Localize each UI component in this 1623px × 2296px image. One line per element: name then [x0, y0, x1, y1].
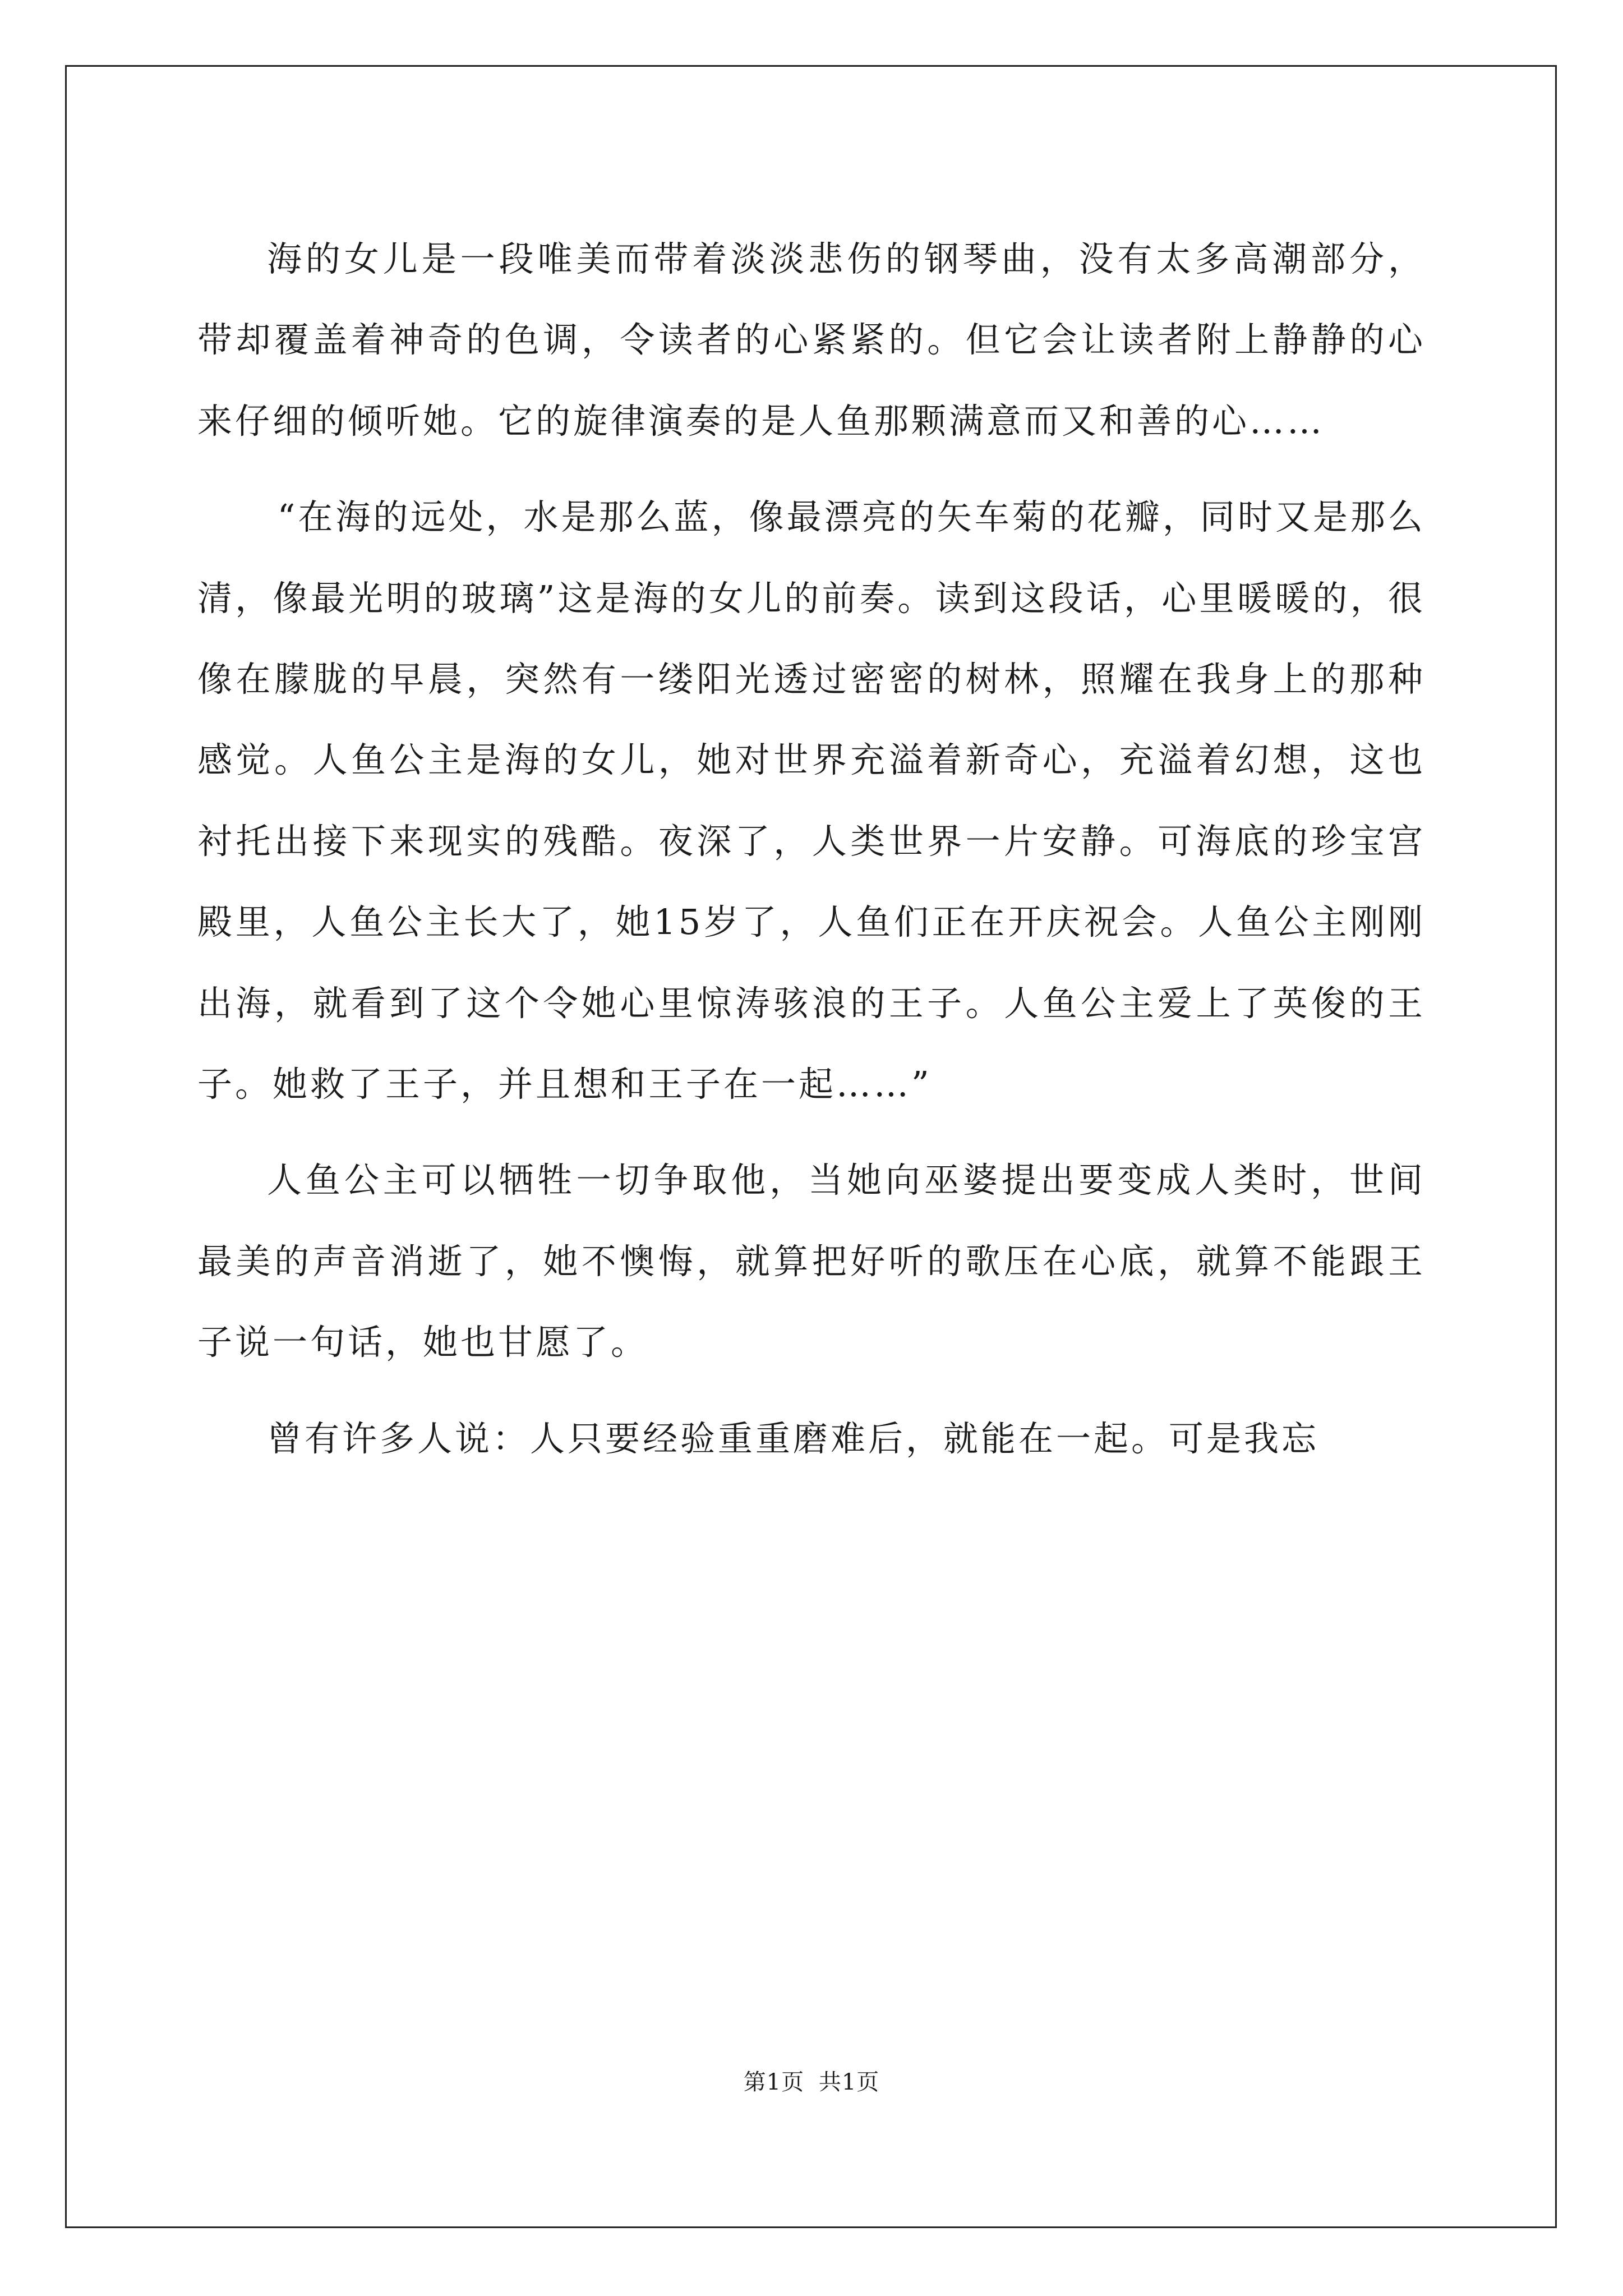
- document-body: [197, 219, 1426, 1494]
- paragraph-4: 曾有许多人说：人只要经验重重磨难后，就能在一起。可是我忘: [267, 1418, 1320, 1459]
- page-footer: [0, 2064, 1623, 2096]
- paragraph-1: 海的女儿是一段唯美而带着淡淡悲伤的钢琴曲，没有太多高潮部分，带却覆盖着神奇的色调，令读者的心紧紧的。但它会让读者附上静静的心来仔细的倾听她。它的旋律演奏的是人鱼那颗满意而又和善的心……: [197, 238, 1426, 441]
- paragraph-2: “在海的远处，水是那么蓝，像最漂亮的矢车菊的花瓣，同时又是那么清，像最光明的玻璃”这是海的女儿的前奏。读到这段话，心里暖暖的，很像在朦胧的早晨，突然有一缕阳光透过密密的树林，照耀在我身上的那种感觉。人鱼公主是海的女儿，她对世界充溢着新奇心，充溢着幻想，这也衬托出接下来现实的残酷。夜深了，人类世界一片安静。可海底的珍宝宫殿里，人鱼公主长大了，她15岁了，人鱼们正在开庆祝会。人鱼公主刚刚出海，就看到了这个令她心里惊涛骇浪的王子。人鱼公主爱上了英俊的王子。她救了王子，并且想和王子在一起……”: [197, 496, 1426, 1105]
- page-total: 共1页: [818, 2069, 880, 2095]
- page-number: 第1页: [743, 2069, 805, 2095]
- paragraph-3: 人鱼公主可以牺牲一切争取他，当她向巫婆提出要变成人类时，世间最美的声音消逝了，她不懊悔，就算把好听的歌压在心底，就算不能跟王子说一句话，她也甘愿了。: [197, 1159, 1426, 1363]
